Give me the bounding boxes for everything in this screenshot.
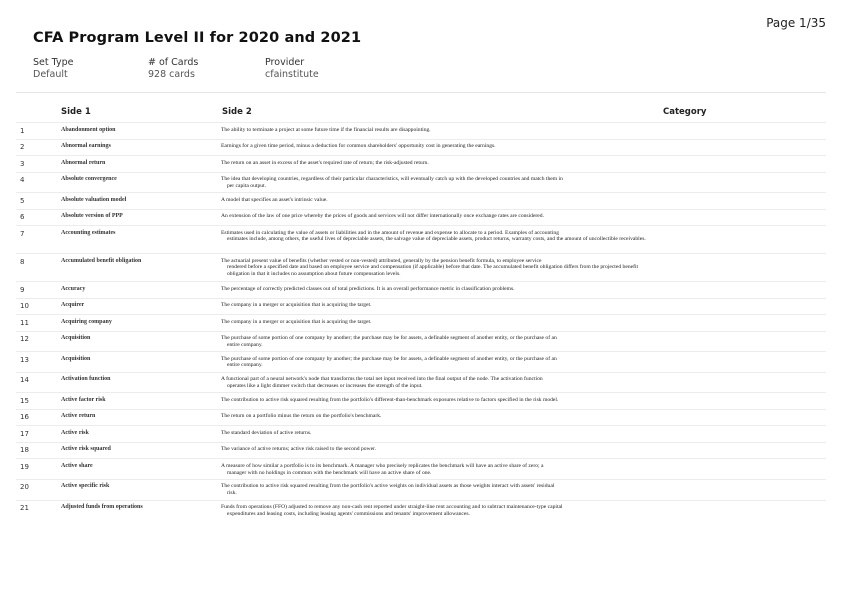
definition-continuation: per capita output. bbox=[227, 182, 266, 189]
provider-value: cfainstitute bbox=[265, 69, 319, 80]
term-cell: Acquiring company bbox=[61, 318, 112, 325]
definition-text: A functional part of a neural network's node that transforms the total net input received into the final output of the node. The activation function bbox=[221, 376, 543, 383]
row-number: 7 bbox=[20, 229, 25, 238]
term-cell: Active share bbox=[61, 462, 93, 469]
provider-block bbox=[265, 57, 319, 81]
definition-text: Earnings for a given time period, minus a deduction for common shareholders' opportunity cost in generating the earnings. bbox=[221, 143, 496, 149]
column-header-category: Category bbox=[663, 107, 707, 117]
definition-cell bbox=[221, 429, 646, 437]
row-number: 15 bbox=[20, 396, 29, 405]
definition-continuation: manager with no holdings in common with the benchmark will have an active share of one. bbox=[227, 469, 432, 476]
term-cell: Acquirer bbox=[61, 302, 85, 309]
card-count-value: 928 cards bbox=[148, 69, 195, 80]
row-number: 11 bbox=[20, 318, 29, 327]
definition-continuation: risk. bbox=[227, 490, 237, 497]
card-table bbox=[16, 122, 826, 520]
table-row bbox=[16, 209, 826, 226]
definition-continuation: rendered before a specified date and based on employee service and compensation (if applicable) before that date. The accumulated benefit obligation differs from the projected benefit obligation in that it includes no assumption about future compensation levels. bbox=[227, 264, 639, 278]
definition-cell bbox=[221, 318, 646, 326]
page-number: Page 1/35 bbox=[766, 16, 826, 30]
definition-text: The purchase of some portion of one company by another; the purchase may be for assets, a definable segment of another entity, or the purchase of an bbox=[221, 355, 557, 362]
definition-text: The standard deviation of active returns. bbox=[221, 429, 312, 436]
definition-cell bbox=[221, 355, 646, 370]
definition-text: The return on an asset in excess of the asset's required rate of return; the risk-adjusted return. bbox=[221, 159, 429, 166]
table-row bbox=[16, 298, 826, 315]
table-row bbox=[16, 139, 826, 156]
term-cell: Accuracy bbox=[61, 285, 86, 292]
row-number: 21 bbox=[20, 504, 29, 513]
term-cell: Active return bbox=[61, 413, 96, 420]
definition-cell bbox=[221, 175, 646, 190]
table-row bbox=[16, 425, 826, 442]
definition-text: A model that specifies an asset's intrinsic value. bbox=[221, 196, 328, 203]
table-row bbox=[16, 281, 826, 298]
term-cell: Abandonment option bbox=[61, 126, 116, 133]
definition-text: The idea that developing countries, regardless of their particular characteristics, will eventually catch up with the developed countries and match them in bbox=[221, 176, 563, 182]
term-cell: Acquisition bbox=[61, 335, 91, 342]
definition-cell bbox=[221, 375, 646, 390]
definition-text: The return on a portfolio minus the return on the portfolio's benchmark. bbox=[221, 413, 382, 420]
set-type-block bbox=[33, 57, 73, 81]
term-cell: Abnormal return bbox=[61, 159, 106, 166]
definition-text: The percentage of correctly predicted classes out of total predictions. It is an overall performance metric in classification problems. bbox=[221, 285, 515, 292]
definition-cell bbox=[221, 159, 646, 167]
term-cell: Active specific risk bbox=[61, 483, 110, 490]
row-number: 6 bbox=[20, 213, 25, 222]
table-row bbox=[16, 225, 826, 253]
term-cell: Active risk bbox=[61, 429, 89, 436]
table-row bbox=[16, 331, 826, 352]
definition-text: A measure of how similar a portfolio is to its benchmark. A manager who precisely replicates the benchmark will have an active share of zero; a bbox=[221, 462, 544, 469]
definition-cell bbox=[221, 126, 646, 134]
table-row bbox=[16, 253, 826, 281]
divider bbox=[16, 92, 826, 93]
row-number: 8 bbox=[20, 257, 25, 266]
definition-cell bbox=[221, 334, 646, 349]
definition-cell bbox=[221, 142, 646, 150]
row-number: 2 bbox=[20, 143, 25, 151]
definition-cell bbox=[221, 257, 646, 278]
table-row bbox=[16, 155, 826, 172]
table-row bbox=[16, 458, 826, 479]
row-number: 17 bbox=[20, 429, 29, 438]
term-cell: Activation function bbox=[61, 376, 111, 383]
definition-cell bbox=[221, 301, 646, 309]
column-header-side2: Side 2 bbox=[222, 107, 252, 117]
table-row bbox=[16, 192, 826, 209]
set-type-value: Default bbox=[33, 69, 68, 80]
table-row bbox=[16, 409, 826, 426]
definition-cell bbox=[221, 396, 646, 404]
table-row bbox=[16, 479, 826, 500]
table-row bbox=[16, 314, 826, 331]
row-number: 14 bbox=[20, 376, 29, 385]
definition-cell bbox=[221, 462, 646, 477]
row-number: 19 bbox=[20, 462, 29, 471]
term-cell: Accumulated benefit obligation bbox=[61, 257, 142, 264]
row-number: 10 bbox=[20, 302, 29, 311]
provider-label: Provider bbox=[265, 57, 305, 68]
set-title: CFA Program Level II for 2020 and 2021 bbox=[33, 30, 362, 46]
term-cell: Absolute version of PPP bbox=[61, 213, 123, 220]
definition-text: The variance of active returns; active risk raised to the second power. bbox=[221, 446, 377, 453]
definition-text: The company in a merger or acquisition that is acquiring the target. bbox=[221, 302, 372, 309]
definition-continuation: expenditures and leasing costs, including leasing agents' commissions and tenants' improvement allowances. bbox=[227, 510, 470, 517]
definition-text: Estimates used in calculating the value of assets or liabilities and in the amount of revenue and expense to allocate to a period. Examples of accounting bbox=[221, 229, 560, 236]
definition-cell bbox=[221, 412, 646, 420]
table-row bbox=[16, 122, 826, 139]
definition-text: The contribution to active risk squared resulting from the portfolio's active weights on individual assets as those weights interact with assets' residual bbox=[221, 483, 555, 490]
set-type-label: Set Type bbox=[33, 57, 74, 68]
term-cell: Accounting estimates bbox=[61, 229, 116, 236]
definition-text: The actuarial present value of benefits (whether vested or non-vested) attributed, generally by the pension benefit formula, to employee service bbox=[221, 257, 542, 264]
row-number: 5 bbox=[20, 196, 25, 205]
row-number: 4 bbox=[20, 176, 25, 184]
table-row bbox=[16, 351, 826, 372]
definition-cell bbox=[221, 503, 646, 518]
definition-cell bbox=[221, 229, 646, 244]
term-cell: Abnormal earnings bbox=[61, 143, 111, 149]
column-header-side1: Side 1 bbox=[61, 107, 91, 117]
card-count-block bbox=[148, 57, 198, 81]
definition-cell bbox=[221, 196, 646, 204]
definition-text: An extension of the law of one price whereby the prices of goods and services will not differ internationally once exchange rates are considered. bbox=[221, 213, 544, 220]
term-cell: Absolute convergence bbox=[61, 176, 117, 182]
definition-cell bbox=[221, 482, 646, 497]
definition-continuation: entire company. bbox=[227, 362, 263, 369]
row-number: 13 bbox=[20, 355, 29, 364]
table-row bbox=[16, 172, 826, 193]
row-number: 3 bbox=[20, 159, 25, 168]
row-number: 20 bbox=[20, 483, 29, 492]
table-row bbox=[16, 372, 826, 393]
definition-continuation: operates like a light dimmer switch that decreases or increases the strength of the input. bbox=[227, 383, 423, 390]
row-number: 12 bbox=[20, 335, 29, 344]
card-count-label: # of Cards bbox=[148, 57, 199, 68]
table-row bbox=[16, 500, 826, 521]
definition-continuation: estimates include, among others, the useful lives of depreciable assets, the salvage value of depreciable assets, product returns, warranty costs, and the amount of uncollectible receivables. bbox=[227, 236, 646, 243]
term-cell: Adjusted funds from operations bbox=[61, 504, 143, 511]
row-number: 16 bbox=[20, 413, 29, 422]
table-row bbox=[16, 392, 826, 409]
definition-text: The contribution to active risk squared resulting from the portfolio's different-than-benchmark exposures relative to factors specified in the risk model. bbox=[221, 396, 559, 403]
definition-cell bbox=[221, 285, 646, 293]
table-row bbox=[16, 442, 826, 459]
term-cell: Acquisition bbox=[61, 355, 91, 362]
row-number: 9 bbox=[20, 285, 25, 294]
definition-text: Funds from operations (FFO) adjusted to remove any non-cash rent reported under straight-line rent accounting and to subtract maintenance-type capital bbox=[221, 504, 563, 511]
term-cell: Active factor risk bbox=[61, 396, 106, 403]
term-cell: Absolute valuation model bbox=[61, 196, 127, 203]
row-number: 1 bbox=[20, 126, 25, 135]
definition-text: The company in a merger or acquisition that is acquiring the target. bbox=[221, 318, 372, 325]
term-cell: Active risk squared bbox=[61, 446, 111, 453]
definition-cell bbox=[221, 212, 646, 220]
definition-text: The ability to terminate a project at some future time if the financial results are disappointing. bbox=[221, 126, 431, 133]
definition-cell bbox=[221, 445, 646, 453]
definition-text: The purchase of some portion of one company by another; the purchase may be for assets, a definable segment of another entity, or the purchase of an bbox=[221, 335, 557, 342]
row-number: 18 bbox=[20, 446, 29, 455]
definition-continuation: entire company. bbox=[227, 341, 263, 348]
